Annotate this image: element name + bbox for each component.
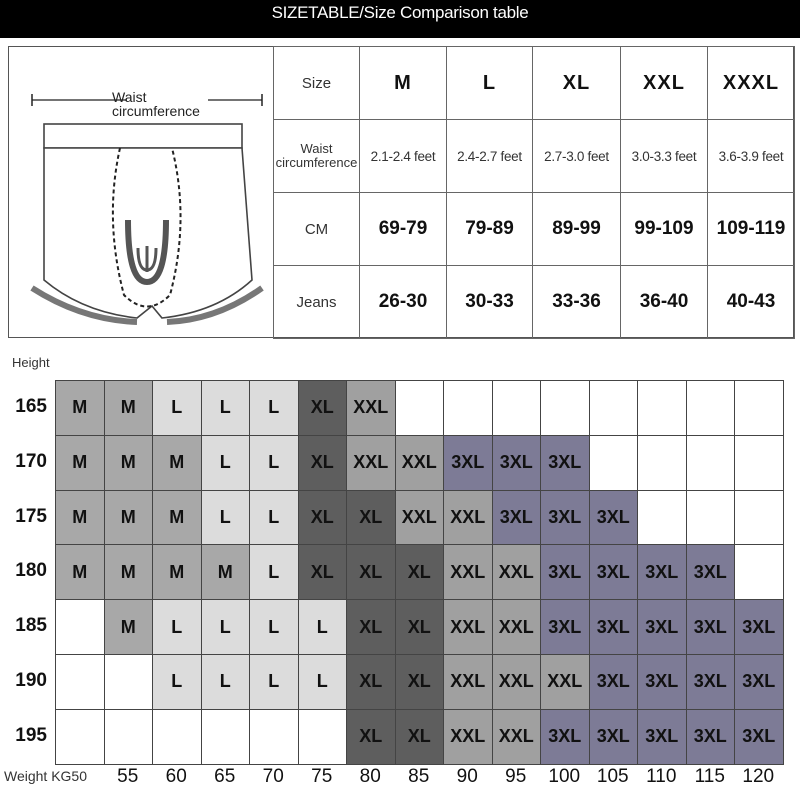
size-l: L xyxy=(447,47,533,120)
grid-cell: L xyxy=(250,600,299,655)
grid-cell: M xyxy=(105,545,154,600)
grid-cell: 3XL xyxy=(493,491,542,546)
weight-label: 70 xyxy=(262,766,284,787)
weight-label: 120 xyxy=(742,766,775,787)
waist-value: 2.4-2.7 feet xyxy=(447,120,533,193)
grid-cell: 3XL xyxy=(638,600,687,655)
grid-cell: L xyxy=(250,491,299,546)
cm-label: CM xyxy=(274,193,360,266)
grid-cell: XXL xyxy=(444,491,493,546)
jeans-value: 26-30 xyxy=(360,266,447,339)
size-xxl: XXL xyxy=(621,47,708,120)
grid-cell: L xyxy=(250,655,299,710)
grid-cell: XXL xyxy=(396,436,445,491)
grid-cell: XXL xyxy=(444,710,493,765)
grid-cell xyxy=(590,436,639,491)
grid-cell: XXL xyxy=(444,545,493,600)
grid-cell: M xyxy=(105,491,154,546)
cm-value: 109-119 xyxy=(708,193,795,266)
grid-cell: L xyxy=(250,436,299,491)
grid-cell xyxy=(687,491,736,546)
grid-cell: M xyxy=(105,600,154,655)
height-labels xyxy=(0,380,52,764)
underwear-illustration xyxy=(12,50,270,334)
grid-cell xyxy=(56,655,105,710)
grid-cell: L xyxy=(153,600,202,655)
height-label: 165 xyxy=(15,396,47,417)
grid-cell xyxy=(735,545,784,600)
grid-cell: XXL xyxy=(347,381,396,436)
grid-cell: L xyxy=(202,381,251,436)
grid-cell: XXL xyxy=(444,655,493,710)
grid-cell: XL xyxy=(347,655,396,710)
grid-cell: XXL xyxy=(396,491,445,546)
grid-cell xyxy=(638,381,687,436)
page-title: SIZETABLE/Size Comparison table xyxy=(271,3,529,22)
grid-cell: M xyxy=(202,545,251,600)
grid-cell: XL xyxy=(347,545,396,600)
grid-cell: XL xyxy=(299,436,348,491)
weight-label: 85 xyxy=(408,766,430,787)
grid-cell: 3XL xyxy=(638,545,687,600)
height-label: 190 xyxy=(15,669,47,691)
grid-cell: L xyxy=(299,655,348,710)
grid-cell: M xyxy=(56,491,105,546)
grid-cell xyxy=(56,710,105,765)
grid-cell: L xyxy=(250,381,299,436)
waist-value: 3.0-3.3 feet xyxy=(621,120,708,193)
grid-cell: L xyxy=(202,436,251,491)
grid-cell: L xyxy=(153,655,202,710)
grid-cell xyxy=(299,710,348,765)
height-axis-label: Height xyxy=(12,355,50,370)
grid-cell: 3XL xyxy=(735,600,784,655)
weight-label: 95 xyxy=(505,766,527,787)
grid-cell xyxy=(687,381,736,436)
weight-label: 80 xyxy=(359,766,381,787)
cm-row xyxy=(274,193,795,266)
grid-cell: 3XL xyxy=(541,710,590,765)
weight-label: 105 xyxy=(596,766,629,787)
grid-cell: 3XL xyxy=(735,655,784,710)
grid-cell: 3XL xyxy=(687,655,736,710)
height-label: 175 xyxy=(15,505,47,527)
grid-cell: M xyxy=(153,545,202,600)
grid-cell xyxy=(590,381,639,436)
grid-cell: M xyxy=(105,381,154,436)
jeans-value: 33-36 xyxy=(533,266,621,339)
weight-label: 55 xyxy=(117,766,139,787)
grid-cell: L xyxy=(202,491,251,546)
grid-cell: XL xyxy=(299,545,348,600)
grid-cell: 3XL xyxy=(687,545,736,600)
grid-cell: L xyxy=(250,545,299,600)
grid-cell: 3XL xyxy=(541,436,590,491)
grid-cell: XL xyxy=(396,545,445,600)
grid-cell xyxy=(202,710,251,765)
grid-cell: XXL xyxy=(493,710,542,765)
grid-cell: XXL xyxy=(493,600,542,655)
grid-cell: M xyxy=(153,491,202,546)
height-label: 180 xyxy=(15,560,47,582)
jeans-value: 30-33 xyxy=(447,266,533,339)
weight-label: 65 xyxy=(214,766,236,787)
size-table xyxy=(273,46,795,339)
grid-cell: XL xyxy=(396,710,445,765)
weight-label: 60 xyxy=(165,766,187,787)
grid-cell xyxy=(735,381,784,436)
grid-cell: 3XL xyxy=(638,710,687,765)
grid-cell xyxy=(105,710,154,765)
grid-cell: XXL xyxy=(444,600,493,655)
grid-cell: XL xyxy=(299,381,348,436)
grid-cell: XXL xyxy=(541,655,590,710)
size-label: Size xyxy=(274,47,360,120)
grid-cell: XXL xyxy=(493,545,542,600)
size-xl: XL xyxy=(533,47,621,120)
grid-cell: XL xyxy=(299,491,348,546)
height-label: 195 xyxy=(15,724,47,746)
grid-cell: 3XL xyxy=(590,600,639,655)
grid-cell: 3XL xyxy=(687,600,736,655)
weight-label: 115 xyxy=(694,766,725,787)
height-label: 185 xyxy=(15,615,47,637)
grid-cell: XL xyxy=(347,491,396,546)
grid-cell: 3XL xyxy=(687,710,736,765)
title-banner xyxy=(0,0,800,38)
weight-axis-label: Weight KG50 xyxy=(4,768,88,784)
grid-cell xyxy=(735,491,784,546)
size-xxxl: XXXL xyxy=(708,47,795,120)
height-label: 170 xyxy=(15,450,47,472)
grid-cell: 3XL xyxy=(541,491,590,546)
grid-cell: M xyxy=(56,381,105,436)
grid-cell xyxy=(638,436,687,491)
size-m: M xyxy=(360,47,447,120)
grid-cell: 3XL xyxy=(493,436,542,491)
grid-cell xyxy=(396,381,445,436)
grid-cell: 3XL xyxy=(590,545,639,600)
grid-cell xyxy=(687,436,736,491)
weight-label-spacer xyxy=(55,766,104,788)
grid-cell: M xyxy=(56,436,105,491)
grid-cell: 3XL xyxy=(590,655,639,710)
grid-cell xyxy=(541,381,590,436)
waist-label: Waist circumference xyxy=(274,120,360,193)
weight-label: 90 xyxy=(456,766,478,787)
jeans-value: 36-40 xyxy=(621,266,708,339)
grid-cell: 3XL xyxy=(541,600,590,655)
grid-cell xyxy=(250,710,299,765)
grid-cell: 3XL xyxy=(638,655,687,710)
cm-value: 99-109 xyxy=(621,193,708,266)
grid-cell xyxy=(444,381,493,436)
waist-row xyxy=(274,120,795,193)
grid-cell: 3XL xyxy=(735,710,784,765)
grid-cell xyxy=(735,436,784,491)
grid-cell: M xyxy=(105,436,154,491)
waist-value: 2.1-2.4 feet xyxy=(360,120,447,193)
grid-cell: L xyxy=(202,655,251,710)
cm-value: 89-99 xyxy=(533,193,621,266)
grid-cell: 3XL xyxy=(444,436,493,491)
grid-cell: 3XL xyxy=(590,710,639,765)
grid-cell: 3XL xyxy=(541,545,590,600)
grid-cell xyxy=(105,655,154,710)
grid-cell xyxy=(638,491,687,546)
grid-cell xyxy=(56,600,105,655)
jeans-label: Jeans xyxy=(274,266,360,339)
grid-cell: XL xyxy=(347,600,396,655)
size-row xyxy=(274,47,795,120)
grid-cell: XXL xyxy=(493,655,542,710)
grid-cell: XL xyxy=(396,600,445,655)
grid-cell xyxy=(493,381,542,436)
grid-cell: L xyxy=(153,381,202,436)
grid-cell: L xyxy=(202,600,251,655)
grid-cell: L xyxy=(299,600,348,655)
weight-label: 110 xyxy=(646,766,677,787)
cm-value: 79-89 xyxy=(447,193,533,266)
size-grid xyxy=(55,380,784,765)
grid-cell: 3XL xyxy=(590,491,639,546)
weight-label: 75 xyxy=(311,766,333,787)
grid-cell: XXL xyxy=(347,436,396,491)
waist-value: 3.6-3.9 feet xyxy=(708,120,795,193)
grid-cell: M xyxy=(56,545,105,600)
waist-circumference-label: Waist circumference xyxy=(112,89,200,119)
grid-cell xyxy=(153,710,202,765)
jeans-row xyxy=(274,266,795,339)
weight-label: 100 xyxy=(548,766,581,787)
jeans-value: 40-43 xyxy=(708,266,795,339)
cm-value: 69-79 xyxy=(360,193,447,266)
waist-value: 2.7-3.0 feet xyxy=(533,120,621,193)
grid-cell: XL xyxy=(396,655,445,710)
grid-cell: M xyxy=(153,436,202,491)
grid-cell: XL xyxy=(347,710,396,765)
weight-labels xyxy=(55,766,783,788)
